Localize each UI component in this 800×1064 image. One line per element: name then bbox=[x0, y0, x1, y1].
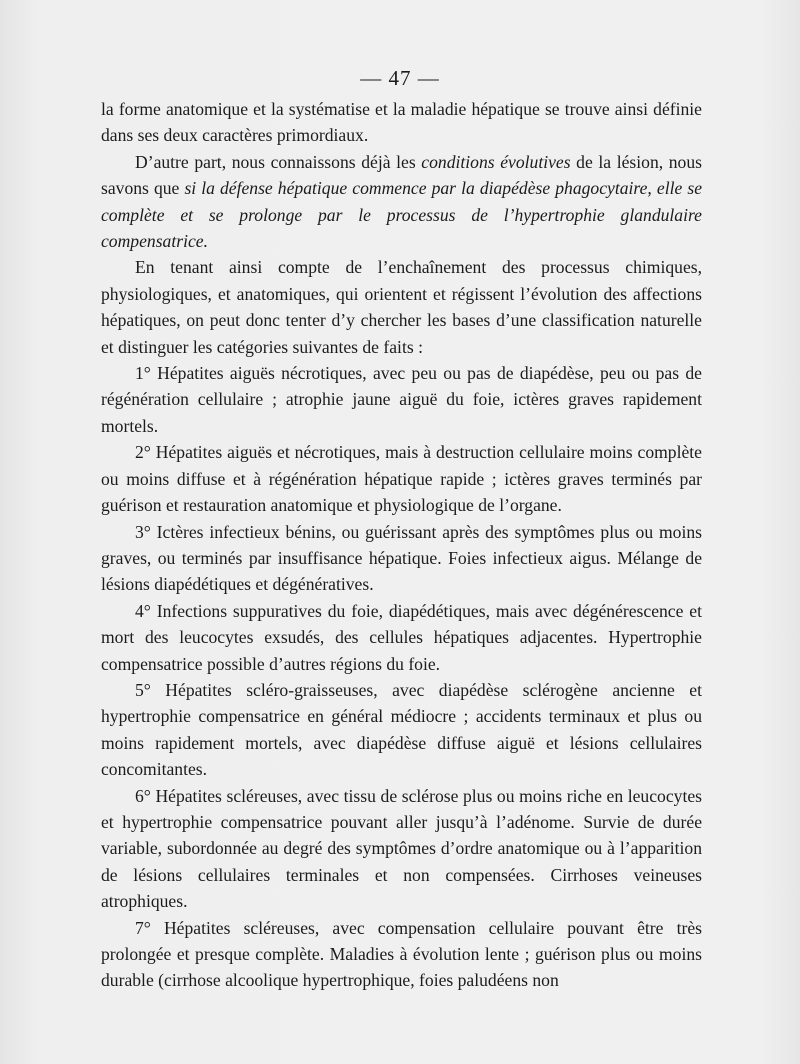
paragraph-7 bbox=[101, 677, 702, 783]
paragraph-6 bbox=[101, 598, 702, 677]
text-run: 7° Hépatites scléreuses, avec compensation cellulaire pouvant être très prolongée et presque complète. Maladies à évolution lente ; guérison plus ou moins durable (cirrhose alcoolique hypertrophique, foies paludéens non bbox=[101, 917, 702, 991]
paragraph-1 bbox=[101, 149, 702, 255]
text-run: 5° Hépatites scléro-graisseuses, avec diapédèse sclérogène ancienne et hypertrophie compensatrice en général médiocre ; accidents terminaux et plus ou moins rapidement mortels, avec diapédèse diffuse aiguë et lésions cellulaires concomitantes. bbox=[101, 679, 702, 780]
text-run: de la lésion, nous savons que bbox=[101, 151, 702, 199]
paragraph-5 bbox=[101, 519, 702, 598]
paragraph-3 bbox=[101, 360, 702, 439]
text-run: 1° Hépatites aiguës nécrotiques, avec peu ou pas de diapédèse, peu ou pas de régénération cellulaire ; atrophie jaune aiguë du foie, ictères graves rapidement mortels. bbox=[101, 363, 702, 436]
paragraph-0 bbox=[101, 96, 702, 149]
text-run: 2° Hépatites aiguës et nécrotiques, mais à destruction cellulaire moins complète ou moins diffuse et à régénération hépatique rapide ; ictères graves terminés par guérison et restauration anatomique et physiologique de l’organe. bbox=[101, 442, 702, 516]
paragraph-4 bbox=[101, 439, 702, 518]
text-run: 4° Infections suppuratives du foie, diapédétiques, mais avec dégénérescence et mort des leucocytes exsudés, des cellules hépatiques adjacentes. Hypertrophie compensatrice possible d’autres régions du foie. bbox=[101, 600, 702, 674]
paragraph-9 bbox=[101, 915, 702, 994]
body-text bbox=[101, 96, 702, 994]
paragraph-2 bbox=[101, 254, 702, 360]
text-run: 6° Hépatites scléreuses, avec tissu de sclérose plus ou moins riche en leucocytes et hypertrophie compensatrice pouvant aller jusqu’à l’adénome. Survie de durée variable, subordonnée au degré des symptômes d’ordre anatomique ou à l’apparition de lésions cellulaires terminales et non compensées. Cirrhoses veineuses atrophiques. bbox=[101, 785, 702, 912]
text-run: la forme anatomique et la systématise et la maladie hépatique se trouve ainsi définie dans ses deux caractères primordiaux. bbox=[101, 99, 702, 146]
page-number: — 47 — bbox=[360, 66, 440, 90]
text-run: 3° Ictères infectieux bénins, ou guérissant après des symptômes plus ou moins graves, ou terminés par insuffisance hépatique. Foies infectieux aigus. Mélange de lésions diapédétiques et dégénératives. bbox=[101, 521, 702, 595]
italic-text: si la défense hépatique commence par la diapédèse phagocytaire, elle se complète et se prolonge par le processus de l’hypertrophie glandulaire compensatrice. bbox=[101, 178, 702, 252]
text-run: En tenant ainsi compte de l’enchaînement des processus chimiques, physiologiques, et anatomiques, qui orientent et régissent l’évolution des affections hépatiques, on peut donc tenter d’y chercher les bases d’une classification naturelle et distinguer les catégories suivantes de faits : bbox=[101, 257, 702, 357]
text-run: D’autre part, nous connaissons déjà les bbox=[135, 151, 422, 172]
italic-text: conditions évolutives bbox=[421, 151, 571, 172]
paragraph-8 bbox=[101, 783, 702, 915]
